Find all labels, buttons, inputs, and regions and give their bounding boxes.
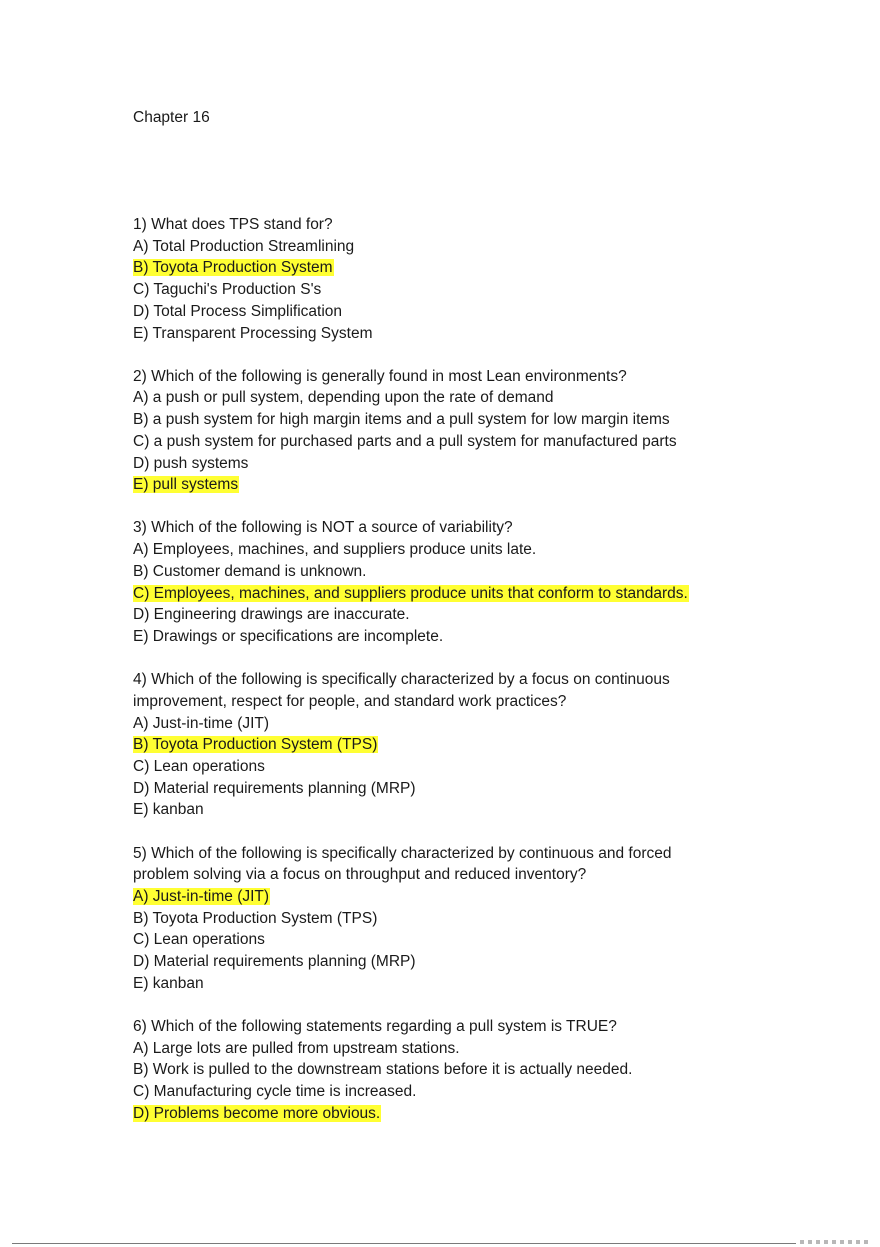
line-text: C) Taguchi's Production S's (133, 281, 322, 299)
line-text: E) Drawings or specifications are incomplete. (133, 627, 444, 645)
line-text: A) Large lots are pulled from upstream stations. (133, 1039, 460, 1057)
question-text (133, 366, 833, 388)
line-text: D) Material requirements planning (MRP) (133, 953, 416, 971)
line-text: D) Material requirements planning (MRP) (133, 779, 416, 797)
highlighted-text: D) Problems become more obvious. (133, 1104, 381, 1122)
question-block (133, 669, 833, 821)
answer-option (133, 713, 833, 735)
highlighted-text: B) Toyota Production System (TPS) (133, 736, 378, 754)
correct-answer-option (133, 1103, 833, 1125)
answer-option (133, 561, 833, 583)
answer-option (133, 1059, 833, 1081)
answer-option (133, 973, 833, 995)
line-text: 5) Which of the following is specifically characterized by continuous and forced (133, 844, 672, 862)
highlighted-text: B) Toyota Production System (133, 259, 333, 277)
answer-option (133, 929, 833, 951)
line-text: A) Just-in-time (JIT) (133, 714, 270, 732)
line-text: C) Manufacturing cycle time is increased. (133, 1083, 417, 1101)
answer-option (133, 778, 833, 800)
line-text: C) Lean operations (133, 757, 265, 775)
correct-answer-option (133, 257, 833, 279)
question-text (133, 843, 833, 865)
answer-option (133, 301, 833, 323)
line-text: C) Lean operations (133, 931, 265, 949)
line-text: 6) Which of the following statements regarding a pull system is TRUE? (133, 1018, 617, 1035)
line-text: 3) Which of the following is NOT a source of variability? (133, 519, 513, 537)
chapter-title: Chapter 16 (133, 109, 210, 126)
answer-option (133, 1081, 833, 1103)
line-text: A) a push or pull system, depending upon the rate of demand (133, 389, 554, 407)
footer-divider (12, 1243, 796, 1244)
line-text: B) Work is pulled to the downstream stations before it is actually needed. (133, 1061, 633, 1079)
answer-option (133, 387, 833, 409)
line-text: A) Total Production Streamlining (133, 237, 355, 255)
correct-answer-option (133, 734, 833, 756)
line-text: C) a push system for purchased parts and a pull system for manufactured parts (133, 432, 677, 450)
answer-option (133, 799, 833, 821)
highlighted-text: C) Employees, machines, and suppliers produce units that conform to standards. (133, 584, 688, 602)
answer-option (133, 604, 833, 626)
line-text: B) Toyota Production System (TPS) (133, 909, 378, 927)
line-text: 2) Which of the following is generally found in most Lean environments? (133, 367, 627, 385)
line-text: D) push systems (133, 454, 249, 472)
question-block (133, 214, 833, 344)
question-list (133, 214, 833, 1146)
footer-page-mark (800, 1240, 870, 1244)
line-text: 4) Which of the following is specifically characterized by a focus on continuous (133, 671, 670, 689)
question-text (133, 517, 833, 539)
answer-option (133, 908, 833, 930)
line-text: problem solving via a focus on throughput and reduced inventory? (133, 866, 587, 884)
answer-option (133, 323, 833, 345)
answer-option (133, 431, 833, 453)
answer-option (133, 1038, 833, 1060)
question-block (133, 366, 833, 496)
highlighted-text: E) pull systems (133, 476, 239, 494)
answer-option (133, 691, 833, 713)
line-text: D) Engineering drawings are inaccurate. (133, 606, 410, 624)
question-text (133, 1016, 833, 1038)
line-text: 1) What does TPS stand for? (133, 216, 333, 233)
question-block (133, 517, 833, 647)
highlighted-text: A) Just-in-time (JIT) (133, 887, 270, 905)
correct-answer-option (133, 583, 833, 605)
question-block (133, 1016, 833, 1125)
answer-option (133, 756, 833, 778)
line-text: E) kanban (133, 974, 204, 992)
line-text: improvement, respect for people, and standard work practices? (133, 692, 567, 710)
answer-option (133, 951, 833, 973)
answer-option (133, 409, 833, 431)
correct-answer-option (133, 886, 833, 908)
line-text: D) Total Process Simplification (133, 302, 343, 320)
question-text (133, 214, 833, 236)
line-text: B) a push system for high margin items and a pull system for low margin items (133, 411, 670, 429)
question-text (133, 669, 833, 691)
answer-option (133, 236, 833, 258)
line-text: A) Employees, machines, and suppliers produce units late. (133, 541, 537, 559)
answer-option (133, 864, 833, 886)
line-text: B) Customer demand is unknown. (133, 562, 367, 580)
answer-option (133, 279, 833, 301)
answer-option (133, 626, 833, 648)
question-block (133, 843, 833, 995)
correct-answer-option (133, 474, 833, 496)
answer-option (133, 539, 833, 561)
line-text: E) Transparent Processing System (133, 324, 373, 342)
answer-option (133, 453, 833, 475)
line-text: E) kanban (133, 801, 204, 819)
